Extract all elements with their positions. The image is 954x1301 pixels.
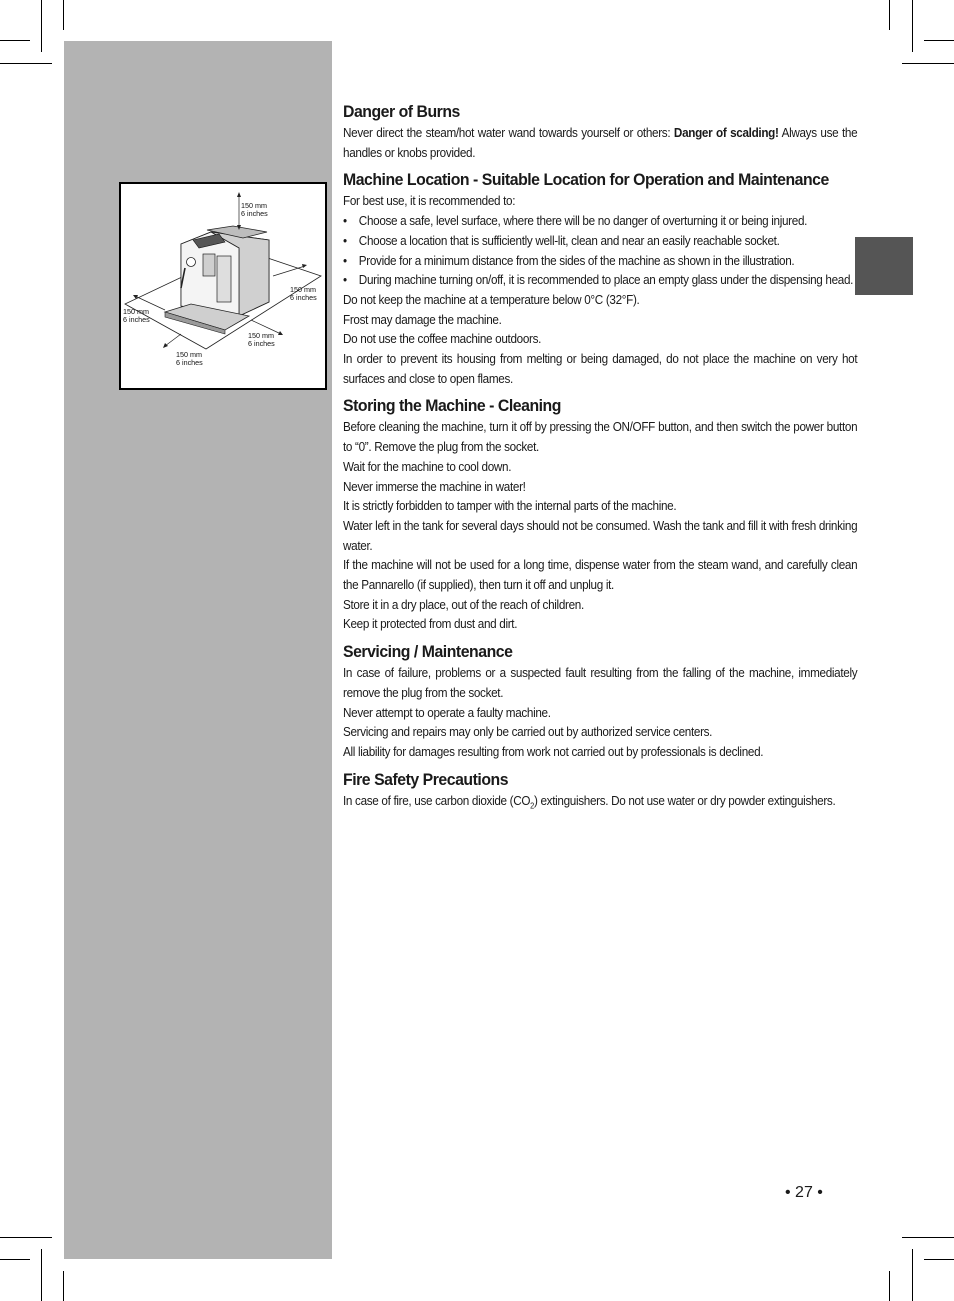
label-front-right-inches: 6 inches — [248, 339, 275, 348]
list-item: • Provide for a minimum distance from the sides of the machine as shown in the illustration. — [343, 252, 857, 272]
section-danger-of-burns — [343, 100, 857, 163]
storing-line: Before cleaning the machine, turn it off by pressing the ON/OFF button, and then switch the power button to “0”. Remove the plug from the socket. — [343, 420, 858, 455]
section-machine-location — [343, 168, 857, 389]
label-left-mm: 150 mm — [123, 307, 149, 316]
main-content — [343, 100, 857, 821]
label-front-inches: 6 inches — [176, 358, 203, 367]
storing-line: If the machine will not be used for a long time, dispense water from the steam wand, and carefully clean the Pannarello (if supplied), then turn it off and unplug it. — [343, 558, 858, 593]
location-line: Do not use the coffee machine outdoors. — [343, 332, 542, 347]
co2-subscript: 2 — [530, 801, 534, 811]
list-item: • Choose a location that is sufficiently well-lit, clean and near an easily reachable socket. — [343, 232, 857, 252]
location-intro: For best use, it is recommended to: — [343, 194, 516, 209]
label-front-mm: 150 mm — [176, 350, 202, 359]
fire-paragraph: In case of fire, use carbon dioxide $(CO_2)$ extinguishers. Do not use water or dry powder extinguishers. — [343, 793, 836, 811]
storing-line: Store it in a dry place, out of the reach of children. — [343, 597, 584, 612]
label-right-inches: 6 inches — [290, 293, 317, 302]
servicing-line: Never attempt to operate a faulty machine. — [343, 705, 551, 720]
servicing-line: All liability for damages resulting from work not carried out by professionals is declined. — [343, 744, 764, 759]
heading-fire-safety: Fire Safety Precautions — [343, 769, 509, 789]
section-tab-marker — [855, 237, 913, 295]
label-front-right-mm: 150 mm — [248, 331, 274, 340]
list-item: • During machine turning on/off, it is recommended to place an empty glass under the dispensing head. — [343, 271, 857, 291]
knob-icon — [187, 258, 196, 267]
heading-servicing: Servicing / Maintenance — [343, 642, 513, 662]
servicing-line: In case of failure, problems or a suspected fault resulting from the falling of the machine, immediately remove the plug from the socket. — [343, 666, 858, 700]
list-item: • Choose a safe, level surface, where there will be no danger of overturning it or being injured. — [343, 212, 857, 232]
scalding-warning: Danger of scalding! — [673, 126, 779, 140]
location-line: Frost may damage the machine. — [343, 312, 502, 327]
heading-storing-cleaning: Storing the Machine - Cleaning — [343, 396, 561, 416]
storing-line: Wait for the machine to cool down. — [343, 459, 512, 474]
storing-line: It is strictly forbidden to tamper with the internal parts of the machine. — [343, 499, 677, 514]
servicing-line: Servicing and repairs may only be carried out by authorized service centers. — [343, 725, 713, 740]
machine-clearance-illustration — [119, 182, 327, 390]
location-line: In order to prevent its housing from melting or being damaged, do not place the machine on very hot surfaces and close to open flames. — [343, 352, 858, 386]
storing-line: Never immerse the machine in water! — [343, 479, 526, 494]
location-line: Do not keep the machine at a temperature below 0°C (32°F). — [343, 292, 640, 307]
section-fire-safety — [343, 768, 857, 816]
heading-danger-of-burns: Danger of Burns — [343, 102, 460, 121]
burns-paragraph: Never direct the steam/hot water wand towards yourself or others: Danger of scalding! Always use the handles or knobs provided. — [343, 126, 858, 160]
storing-line: Water left in the tank for several days should not be consumed. Wash the tank and fill it with fresh drinking water. — [343, 518, 858, 553]
clearance-diagram — [121, 184, 325, 388]
page-number: • 27 • — [785, 1184, 823, 1201]
label-left-inches: 6 inches — [123, 315, 150, 324]
label-top-inches: 6 inches — [241, 209, 268, 218]
heading-machine-location: Machine Location - Suitable Location for Operation and Maintenance — [343, 170, 829, 190]
location-bullet-list — [343, 212, 857, 291]
storing-line: Keep it protected from dust and dirt. — [343, 617, 518, 632]
section-storing-cleaning — [343, 394, 857, 635]
label-right-mm: 150 mm — [290, 285, 316, 294]
label-top-mm: 150 mm — [241, 201, 267, 210]
section-servicing — [343, 640, 857, 763]
